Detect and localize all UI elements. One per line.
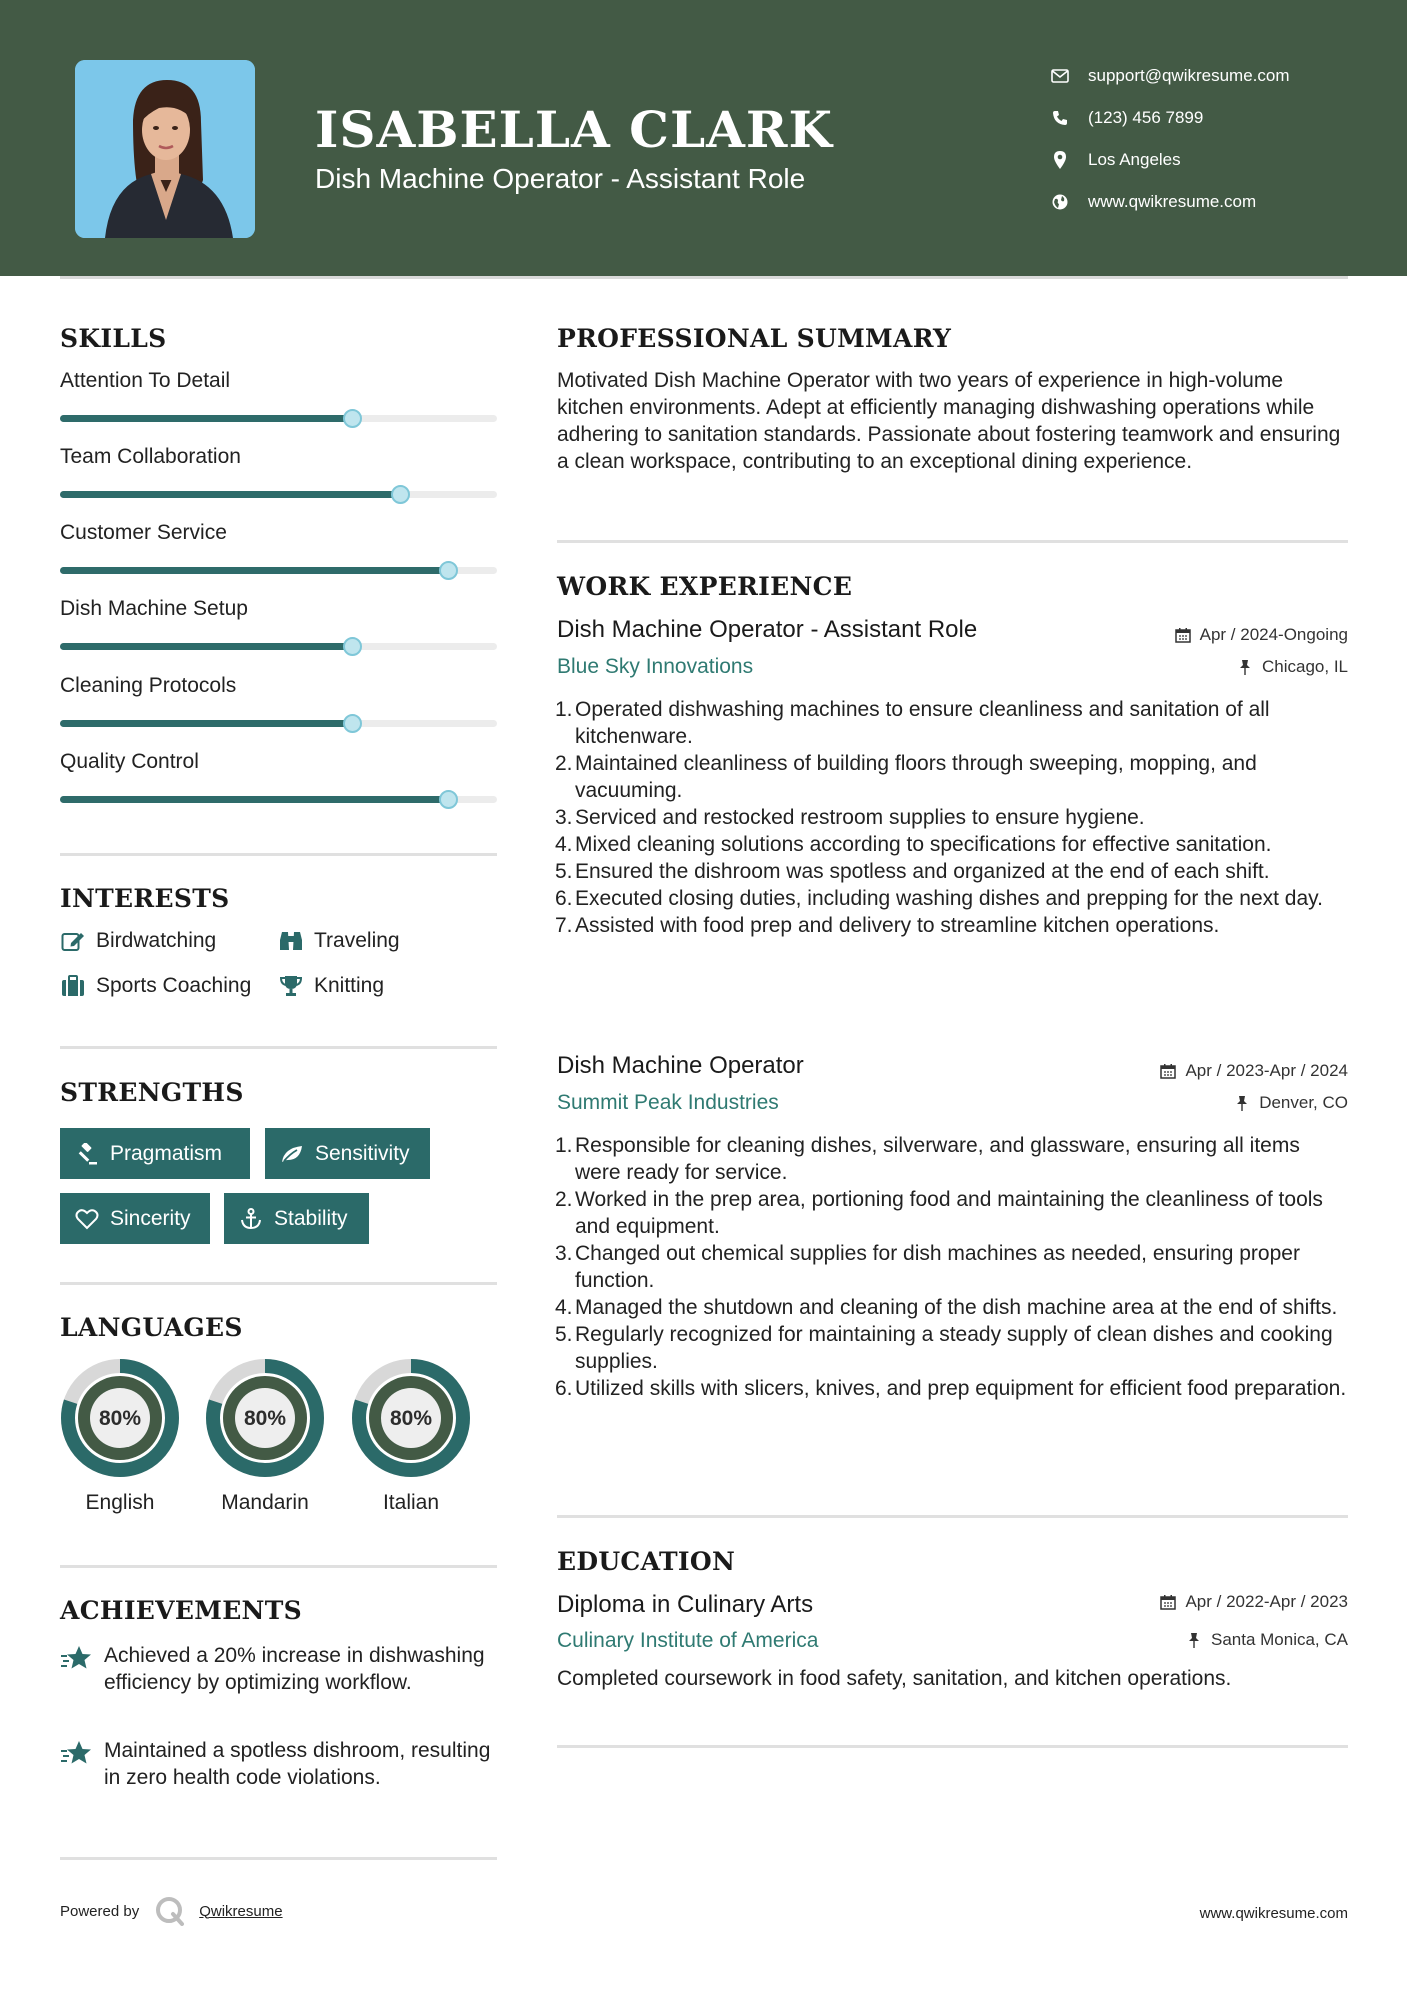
map-pin-icon <box>1050 150 1070 170</box>
job-dates-text: Apr / 2023-Apr / 2024 <box>1185 1061 1348 1080</box>
skill-bar <box>60 567 497 574</box>
skill-item <box>60 597 497 673</box>
profile-photo <box>75 60 255 238</box>
interest-label: Knitting <box>314 974 385 997</box>
job-bullet: 1. Operated dishwashing machines to ensure cleanliness and sanitation of all kitchenware. <box>555 698 1270 748</box>
job-location <box>1236 657 1348 677</box>
achievement-item <box>60 1642 497 1696</box>
skill-bar-knob <box>343 637 362 656</box>
interests-title: INTERESTS <box>60 884 230 913</box>
job-location-text: Chicago, IL <box>1262 657 1348 676</box>
pushpin-icon <box>1233 1094 1251 1112</box>
trophy-icon <box>278 974 304 998</box>
skill-bar <box>60 643 497 650</box>
calendar-icon <box>1159 1593 1177 1611</box>
job-dates <box>1159 1061 1348 1081</box>
contact-email-text: support@qwikresume.com <box>1088 66 1290 85</box>
education-dates-text: Apr / 2022-Apr / 2023 <box>1185 1592 1348 1611</box>
skills-title: SKILLS <box>60 324 167 353</box>
contact-website-text: www.qwikresume.com <box>1088 192 1257 211</box>
resume-header <box>0 0 1407 276</box>
education-dates <box>1159 1592 1348 1612</box>
powered-by-label: Powered by <box>60 1902 140 1920</box>
language-label: Italian <box>382 1491 440 1514</box>
job-title: Dish Machine Operator <box>557 1052 804 1079</box>
strength-label: Stability <box>274 1206 348 1230</box>
skill-bar-fill <box>60 491 401 498</box>
section-divider <box>60 853 497 856</box>
summary-text: Motivated Dish Machine Operator with two years of experience in high-volume kitchen environments. Adept at efficiently managing dishwashing operations while adhering to sanitation standards. Passionate about fostering teamwork and ensuring a clean workspace, contributing to an exceptional dining experience. <box>557 369 1341 473</box>
skill-bar-fill <box>60 643 353 650</box>
section-divider <box>557 1515 1348 1518</box>
job-title: Dish Machine Operator - Assistant Role <box>557 616 978 643</box>
skill-item <box>60 674 497 750</box>
achievement-text: Achieved a 20% increase in dishwashing efficiency by optimizing workflow. <box>104 1644 485 1694</box>
summary-title: PROFESSIONAL SUMMARY <box>557 324 952 353</box>
job-bullet: 3. Changed out chemical supplies for dish machines as needed, ensuring proper function. <box>555 1242 1300 1292</box>
job-bullet: 6. Executed closing duties, including washing dishes and prepping for the next day. <box>555 887 1323 910</box>
language-percent: 80% <box>243 1407 287 1430</box>
skill-item <box>60 369 497 445</box>
job-location-text: Denver, CO <box>1259 1093 1348 1112</box>
skill-item <box>60 521 497 597</box>
job-bullet: 5. Regularly recognized for maintaining a steady supply of clean dishes and cooking supplies. <box>555 1323 1333 1373</box>
section-divider <box>60 1046 497 1049</box>
language-item <box>204 1357 326 1515</box>
language-ring <box>350 1357 472 1479</box>
job-bullet: 2. Maintained cleanliness of building floors through sweeping, mopping, and vacuuming. <box>555 752 1257 802</box>
candidate-role: Dish Machine Operator - Assistant Role <box>315 163 806 194</box>
skill-bar-knob <box>343 714 362 733</box>
contact-email[interactable] <box>1050 55 1380 97</box>
contact-list <box>1050 55 1380 223</box>
envelope-icon <box>1050 66 1070 86</box>
gavel-icon <box>74 1142 100 1166</box>
section-divider <box>60 1282 497 1285</box>
leaf-icon <box>279 1142 305 1166</box>
strength-chip <box>60 1193 210 1244</box>
interest-item <box>278 929 400 953</box>
skill-bar-knob <box>343 409 362 428</box>
contact-location <box>1050 139 1380 181</box>
calendar-icon <box>1159 1062 1177 1080</box>
interest-item <box>60 974 251 998</box>
skill-label: Team Collaboration <box>60 445 241 468</box>
language-ring <box>204 1357 326 1479</box>
interest-label: Sports Coaching <box>96 974 252 997</box>
job-bullet: 2. Worked in the prep area, portioning food and maintaining the cleanliness of tools and equipment. <box>555 1188 1323 1238</box>
language-ring <box>59 1357 181 1479</box>
skill-bar-knob <box>439 790 458 809</box>
strength-label: Pragmatism <box>110 1141 223 1165</box>
pushpin-icon <box>1185 1631 1203 1649</box>
contact-phone-text: (123) 456 7899 <box>1088 108 1204 127</box>
strength-label: Sincerity <box>110 1206 191 1230</box>
job-bullets <box>555 1132 1348 1402</box>
phone-icon <box>1050 108 1070 128</box>
strength-chip <box>60 1128 250 1179</box>
strengths-title: STRENGTHS <box>60 1078 244 1107</box>
edit-icon <box>60 929 86 953</box>
education-location <box>1185 1630 1348 1650</box>
anchor-icon <box>238 1207 264 1231</box>
skill-bar-fill <box>60 796 449 803</box>
pushpin-icon <box>1236 658 1254 676</box>
star-icon <box>60 1739 94 1769</box>
job-bullet: 7. Assisted with food prep and delivery to streamline kitchen operations. <box>555 914 1220 937</box>
strength-label: Sensitivity <box>315 1141 410 1165</box>
job-bullet: 6. Utilized skills with slicers, knives, and prep equipment for efficient food preparation. <box>555 1377 1347 1400</box>
job-location <box>1233 1093 1348 1113</box>
education-degree: Diploma in Culinary Arts <box>557 1591 814 1618</box>
languages-title: LANGUAGES <box>60 1313 243 1342</box>
language-label: English <box>85 1491 155 1514</box>
footer-brand-link[interactable]: Qwikresume <box>199 1902 283 1920</box>
skill-bar <box>60 720 497 727</box>
skill-bar <box>60 796 497 803</box>
skill-bar-fill <box>60 567 449 574</box>
skill-label: Attention To Detail <box>60 369 231 392</box>
interest-item <box>60 929 216 953</box>
education-description: Completed coursework in food safety, sanitation, and kitchen operations. <box>557 1667 1232 1690</box>
binoculars-icon <box>278 929 304 953</box>
job-company: Summit Peak Industries <box>557 1091 779 1114</box>
job-bullet: 3. Serviced and restocked restroom supplies to ensure hygiene. <box>555 806 1145 829</box>
star-icon <box>60 1644 94 1674</box>
suitcase-icon <box>60 974 86 998</box>
skill-bar-fill <box>60 415 353 422</box>
education-title: EDUCATION <box>557 1547 736 1576</box>
job-bullet: 1. Responsible for cleaning dishes, silverware, and glassware, ensuring all items were ready for service. <box>555 1134 1300 1184</box>
header-divider <box>60 276 1348 279</box>
job-bullets <box>555 696 1348 939</box>
education-school: Culinary Institute of America <box>557 1629 819 1652</box>
globe-icon <box>1050 192 1070 212</box>
section-divider <box>557 540 1348 543</box>
section-divider <box>60 1857 497 1860</box>
education-location-text: Santa Monica, CA <box>1210 1630 1348 1649</box>
contact-phone[interactable] <box>1050 97 1380 139</box>
strength-chip <box>224 1193 369 1244</box>
experience-title: WORK EXPERIENCE <box>557 572 853 601</box>
language-item <box>59 1357 181 1515</box>
skill-bar-knob <box>391 485 410 504</box>
skill-item <box>60 445 497 521</box>
section-divider <box>557 1745 1348 1748</box>
interest-label: Traveling <box>314 929 400 952</box>
language-percent: 80% <box>98 1407 142 1430</box>
skill-bar <box>60 415 497 422</box>
candidate-name: ISABELLA CLARK <box>315 100 833 159</box>
skill-label: Quality Control <box>60 750 199 773</box>
footer-powered-by <box>60 1896 283 1926</box>
skill-label: Cleaning Protocols <box>60 674 237 697</box>
achievement-text: Maintained a spotless dishroom, resulting in zero health code violations. <box>104 1739 491 1789</box>
language-label: Mandarin <box>221 1491 309 1514</box>
skill-bar-knob <box>439 561 458 580</box>
interest-label: Birdwatching <box>96 929 217 952</box>
job-dates-text: Apr / 2024-Ongoing <box>1199 625 1348 644</box>
footer-url[interactable]: www.qwikresume.com <box>1199 1905 1348 1922</box>
skill-bar-fill <box>60 720 353 727</box>
job-dates <box>1174 625 1348 645</box>
strength-chip <box>265 1128 430 1179</box>
skill-label: Customer Service <box>60 521 227 544</box>
contact-location-text: Los Angeles <box>1088 150 1181 169</box>
calendar-icon <box>1174 626 1192 644</box>
job-bullet: 5. Ensured the dishroom was spotless and organized at the end of each shift. <box>555 860 1270 883</box>
achievement-item <box>60 1737 497 1791</box>
job-bullet: 4. Managed the shutdown and cleaning of the dish machine area at the end of shifts. <box>555 1296 1338 1319</box>
section-divider <box>60 1565 497 1568</box>
language-item <box>350 1357 472 1515</box>
qwikresume-logo-icon <box>155 1896 185 1926</box>
skill-bar <box>60 491 497 498</box>
job-bullet: 4. Mixed cleaning solutions according to specifications for effective sanitation. <box>555 833 1272 856</box>
achievements-title: ACHIEVEMENTS <box>60 1596 302 1625</box>
skill-label: Dish Machine Setup <box>60 597 248 620</box>
contact-website[interactable] <box>1050 181 1380 223</box>
heart-icon <box>74 1207 100 1231</box>
job-company: Blue Sky Innovations <box>557 655 754 678</box>
interest-item <box>278 974 384 998</box>
language-percent: 80% <box>389 1407 433 1430</box>
skill-item <box>60 750 497 826</box>
